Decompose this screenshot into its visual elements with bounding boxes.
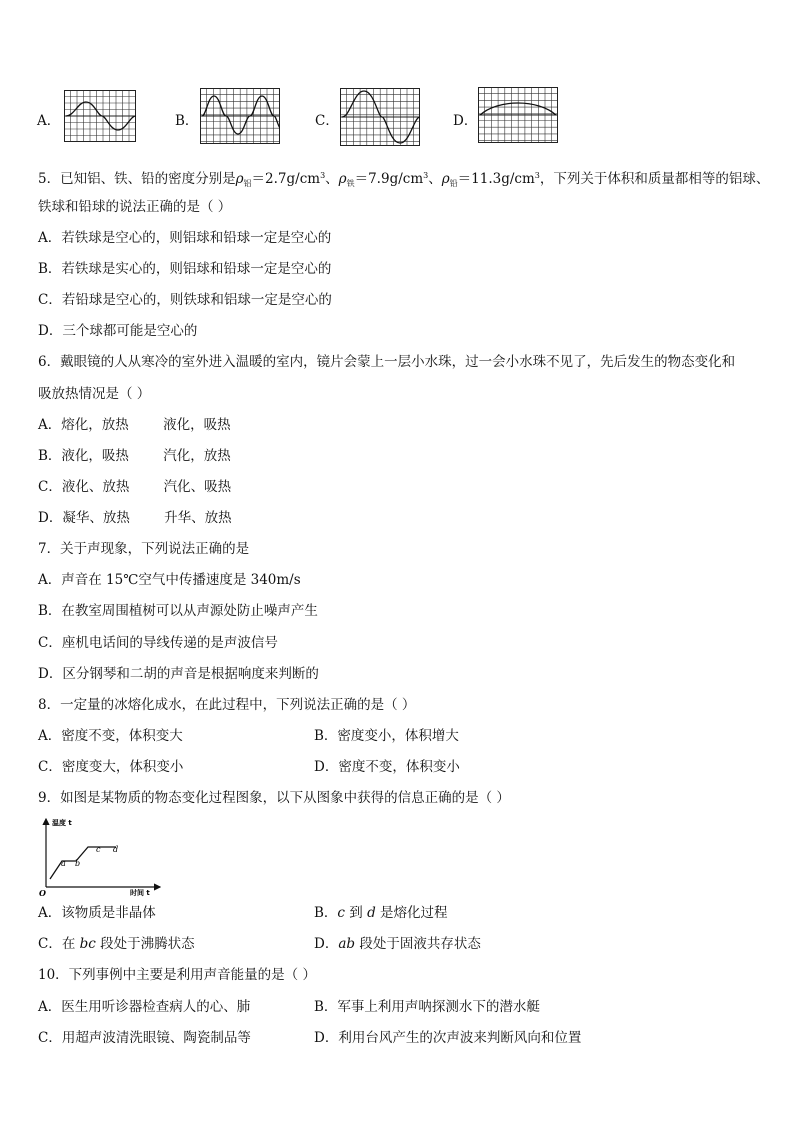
q10-option-b: B．军事上利用声呐探测水下的潜水艇 (314, 999, 540, 1015)
q6-option-d: D．凝华、放热 升华、放热 (38, 510, 232, 526)
option-c-label: C． (315, 113, 339, 129)
q8-option-b: B．密度变小，体积增大 (314, 728, 459, 744)
graph-point-c: c (96, 845, 101, 854)
q7-option-c: C．座机电话间的导线传递的是声波信号 (38, 635, 278, 651)
q6-option-c: C．液化、放热 汽化、吸热 (38, 479, 232, 495)
q8-option-c: C．密度变大，体积变小 (38, 759, 184, 775)
wave-graph-b (200, 88, 280, 144)
q5-stem-line2: 铁球和铅球的说法正确的是（ ） (38, 199, 232, 215)
phase-change-graph (36, 815, 166, 897)
q9-option-b: B．c 到 d 是熔化过程 (314, 905, 448, 921)
graph-point-d: d (113, 845, 119, 854)
graph-x-label: 时间 t (130, 889, 150, 897)
q9-option-d: D．ab 段处于固液共存状态 (314, 936, 481, 952)
option-b-label: B． (175, 113, 199, 129)
q5-option-d: D．三个球都可能是空心的 (38, 323, 198, 339)
q5-option-b: B．若铁球是实心的，则铝球和铅球一定是空心的 (38, 261, 332, 277)
q6-option-a: A．熔化，放热 液化，吸热 (38, 417, 231, 433)
q10-option-c: C．用超声波清洗眼镜、陶瓷制品等 (38, 1030, 251, 1046)
wave-graph-a (64, 90, 136, 142)
wave-graph-d (478, 87, 558, 143)
q10-option-d: D．利用台风产生的次声波来判断风向和位置 (314, 1030, 582, 1046)
q9-stem: 9．如图是某物质的物态变化过程图象，以下从图象中获得的信息正确的是（ ） (38, 790, 510, 806)
q7-stem: 7．关于声现象，下列说法正确的是 (38, 541, 250, 557)
q8-option-d: D．密度不变，体积变小 (314, 759, 460, 775)
q10-stem: 10．下列事例中主要是利用声音能量的是（ ） (38, 967, 316, 983)
q6-stem-line1: 6．戴眼镜的人从寒冷的室外进入温暖的室内，镜片会蒙上一层小水珠，过一会小水珠不见了，先后发生的物态变化和 (38, 354, 736, 370)
q6-stem-line2: 吸放热情况是（ ） (38, 386, 151, 402)
graph-point-b: b (75, 859, 81, 868)
q10-option-a: A．医生用听诊器检查病人的心、肺 (38, 999, 251, 1015)
q6-option-b: B．液化，吸热 汽化，放热 (38, 448, 231, 464)
q8-option-a: A．密度不变，体积变大 (38, 728, 183, 744)
graph-y-label: 温度 t (52, 819, 72, 827)
q7-option-a: A．声音在 15℃空气中传播速度是 340m/s (38, 572, 301, 588)
wave-graph-c (340, 88, 420, 146)
graph-point-a: a (61, 859, 66, 868)
q9-option-c: C．在 bc 段处于沸腾状态 (38, 936, 195, 952)
q5-option-c: C．若铅球是空心的，则铁球和铝球一定是空心的 (38, 292, 332, 308)
q7-option-b: B．在教室周围植树可以从声源处防止噪声产生 (38, 603, 318, 619)
q8-stem: 8．一定量的冰熔化成水，在此过程中，下列说法正确的是（ ） (38, 697, 416, 713)
q5-stem-line1: 5．已知铝、铁、铅的密度分别是$\rho_铝=2.7g/cm^3$、$\rho_铁=7.9g/cm^3$、$\rho_铅=11.3g/cm^3$，下列关于体积和质量都相等的铝球、 (38, 171, 770, 188)
option-d-label: D． (453, 113, 478, 129)
graph-origin: O (39, 888, 46, 897)
q9-option-a: A．该物质是非晶体 (38, 905, 156, 921)
option-a-label: A． (37, 113, 61, 129)
q7-option-d: D．区分钢琴和二胡的声音是根据响度来判断的 (38, 666, 319, 682)
q5-option-a: A．若铁球是空心的，则铝球和铅球一定是空心的 (38, 230, 332, 246)
